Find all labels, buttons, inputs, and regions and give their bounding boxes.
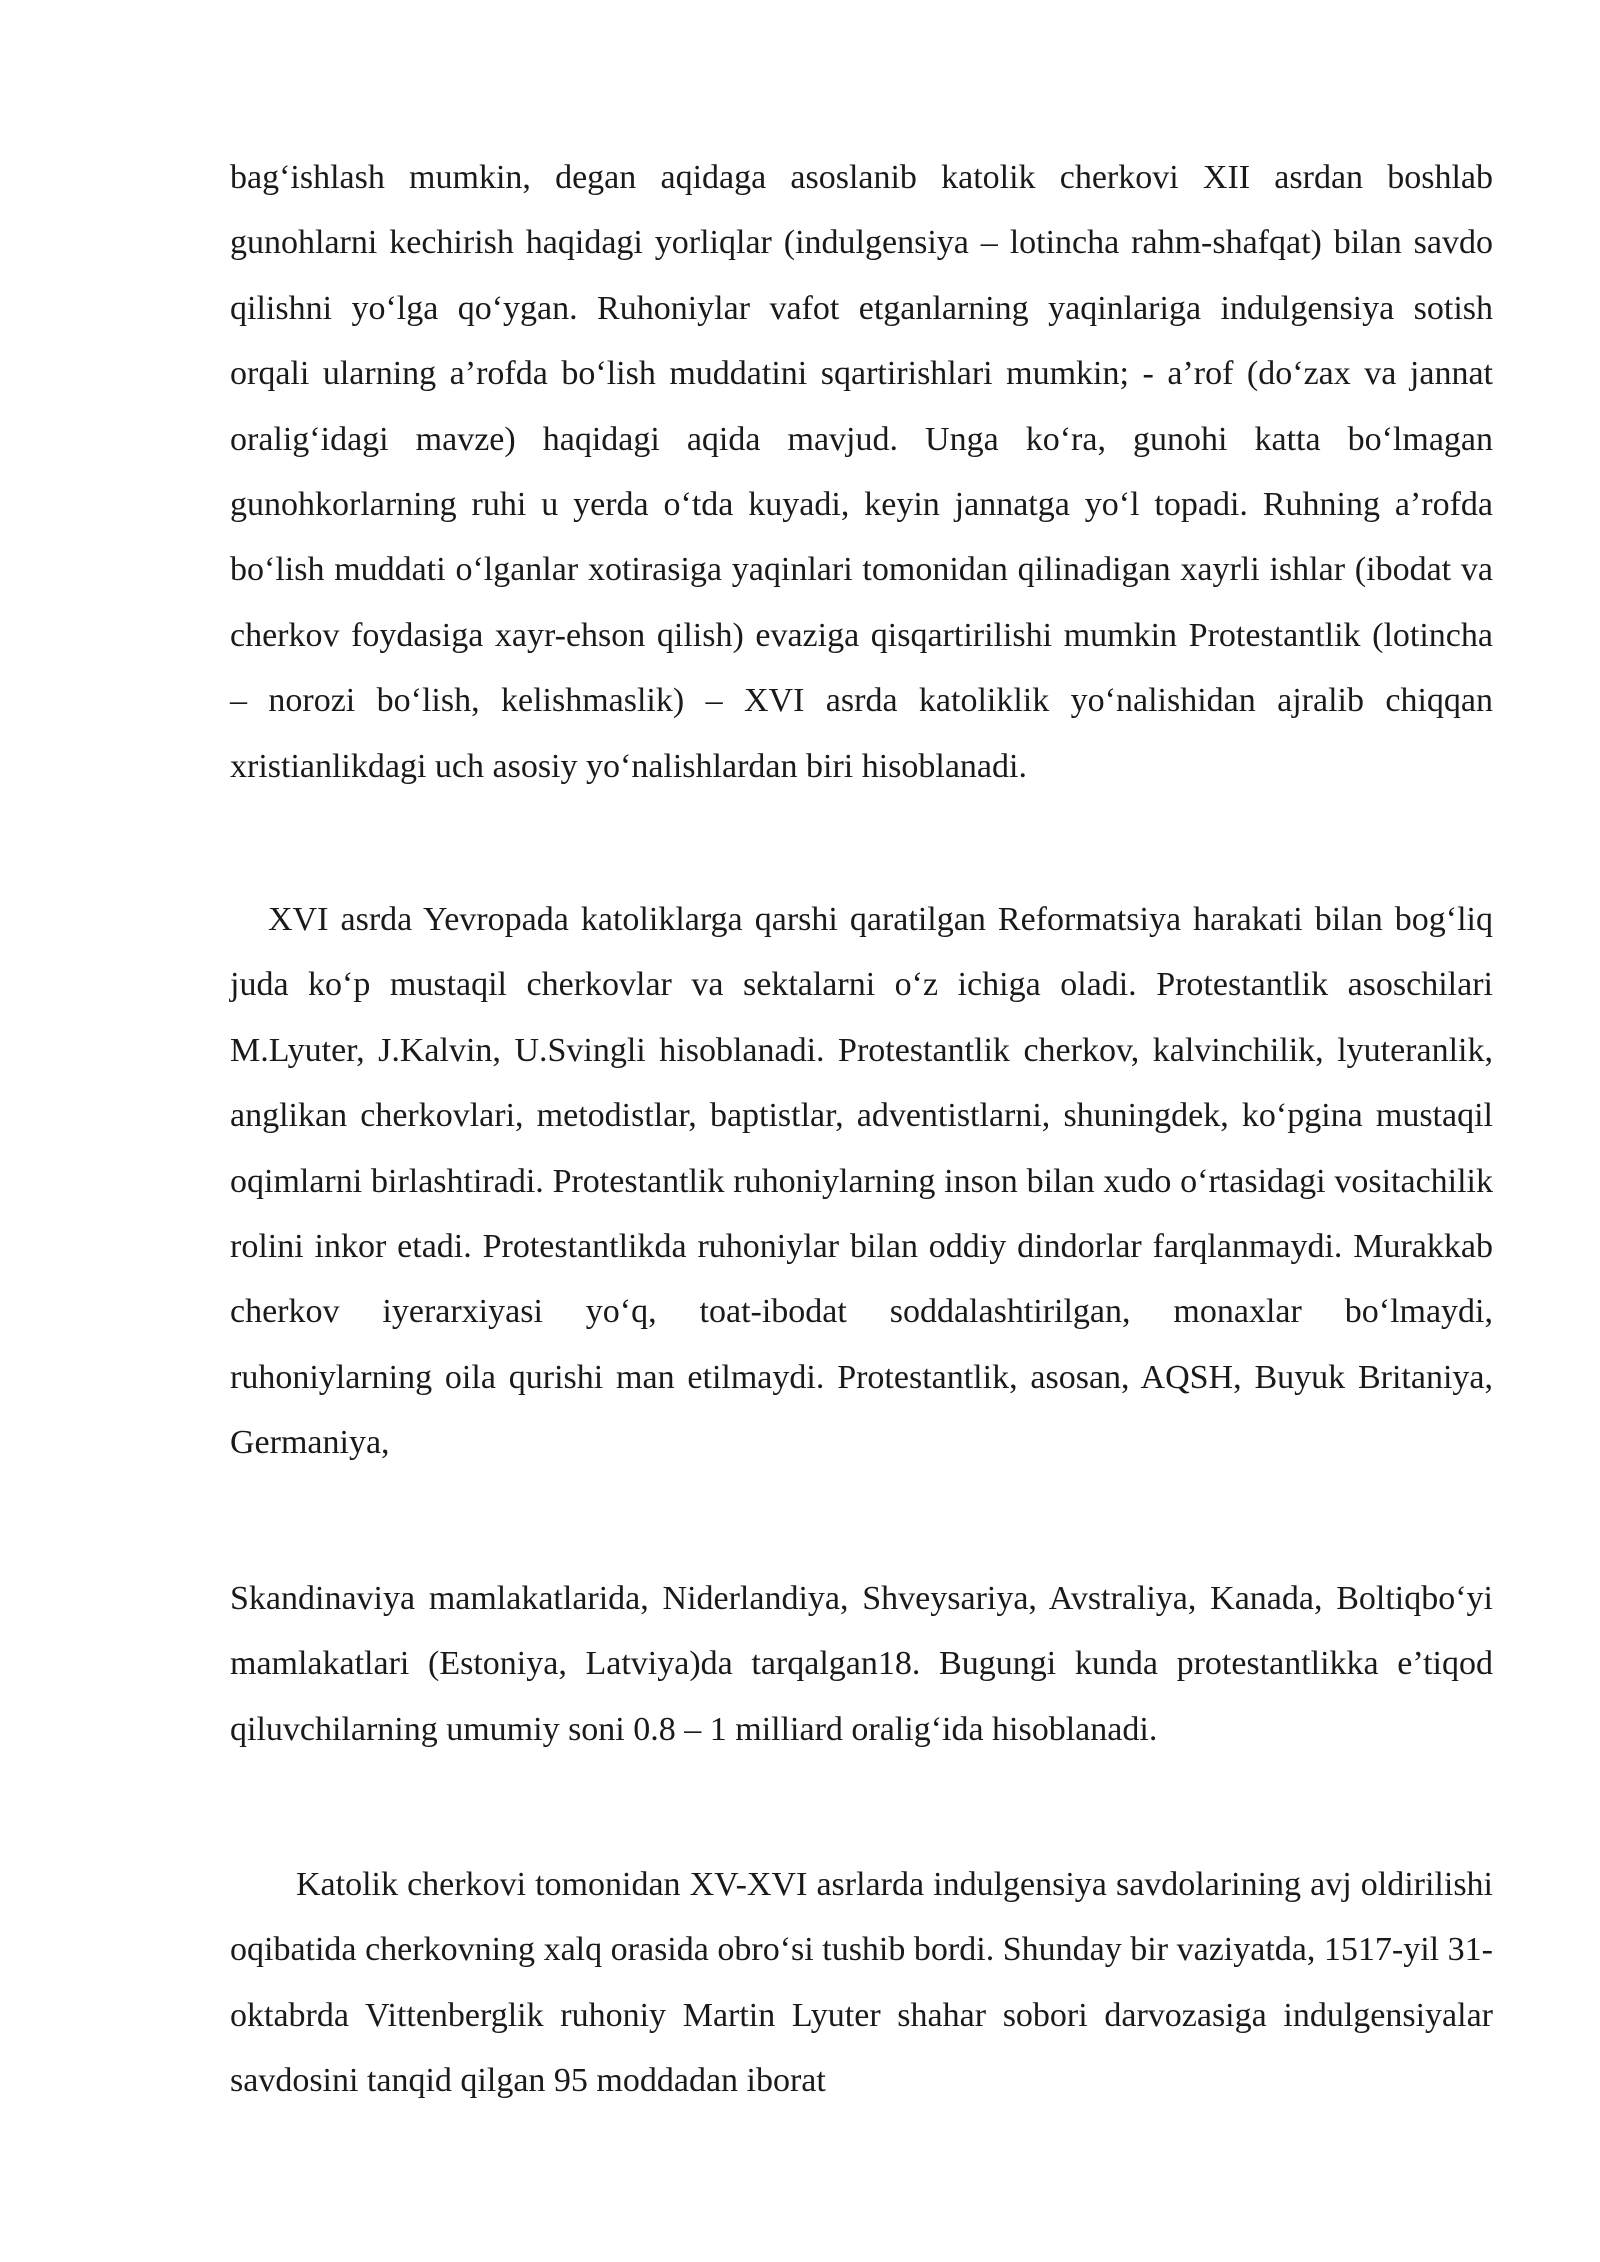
paragraph-reformation: XVI asrda Yevropada katoliklarga qarshi qaratilgan Reformatsiya harakati bilan bog‘liq juda ko‘p mustaqil cherkovlar va sektalarni o‘z ichiga oladi. Protestantlik asoschilari M.Lyuter, J.Kalvin, U.Svingli hisoblanadi. Protestantlik cherkov, kalvinchilik, lyuteranlik, anglikan cherkovlari, metodistlar, baptistlar, adventistlarni, shuningdek, ko‘pgina mustaqil oqimlarni birlashtiradi. Protestantlik ruhoniylarning inson bilan xudo o‘rtasidagi vositachilik rolini inkor etadi. Protestantlikda ruhoniylar bilan oddiy dindorlar farqlanmaydi. Murakkab cherkov iyerarxiyasi yo‘q, toat-ibodat soddalashtirilgan, monaxlar bo‘lmaydi, ruhoniylarning oila qurishi man etilmaydi. Protestantlik, asosan, AQSH, Buyuk Britaniya, Germaniya,: [230, 901, 1493, 1462]
paragraph-protestant-spread: Skandinaviya mamlakatlarida, Niderlandiya, Shveysariya, Avstraliya, Kanada, Boltiqbo‘yi mamlakatlari (Estoniya, Latviya)da tarqalgan18. Bugungi kunda protestantlikka e’tiqod qiluvchilarning umumiy soni 0.8 – 1 milliard oralig‘ida hisoblanadi.: [230, 1580, 1493, 1748]
paragraph-luther: Katolik cherkovi tomonidan XV-XVI asrlarda indulgensiya savdolarining avj oldirilishi oqibatida cherkovning xalq orasida obro‘si tushib bordi. Shunday bir vaziyatda, 1517-yil 31-oktabrda Vittenberglik ruhoniy Martin Lyuter shahar sobori darvozasiga indulgensiyalar savdosini tanqid qilgan 95 moddadan iborat: [230, 1866, 1493, 2100]
paragraph-indulgences: bag‘ishlash mumkin, degan aqidaga asoslanib katolik cherkovi XII asrdan boshlab gunohlarni kechirish haqidagi yorliqlar (indulgensiya – lotincha rahm-shafqat) bilan savdo qilishni yo‘lga qo‘ygan. Ruhoniylar vafot etganlarning yaqinlariga indulgensiya sotish orqali ularning a’rofda bo‘lish muddatini sqartirishlari mumkin; - a’rof (do‘zax va jannat oralig‘idagi mavze) haqidagi aqida mavjud. Unga ko‘ra, gunohi katta bo‘lmagan gunohkorlarning ruhi u yerda o‘tda kuyadi, keyin jannatga yo‘l topadi. Ruhning a’rofda bo‘lish muddati o‘lganlar xotirasiga yaqinlari tomonidan qilinadigan xayrli ishlar (ibodat va cherkov foydasiga xayr-ehson qilish) evaziga qisqartirilishi mumkin Protestantlik (lotincha – norozi bo‘lish, kelishmaslik) – XVI asrda katoliklik yo‘nalishidan ajralib chiqqan xristianlikdagi uch asosiy yo‘nalishlardan biri hisoblanadi.: [230, 159, 1493, 785]
